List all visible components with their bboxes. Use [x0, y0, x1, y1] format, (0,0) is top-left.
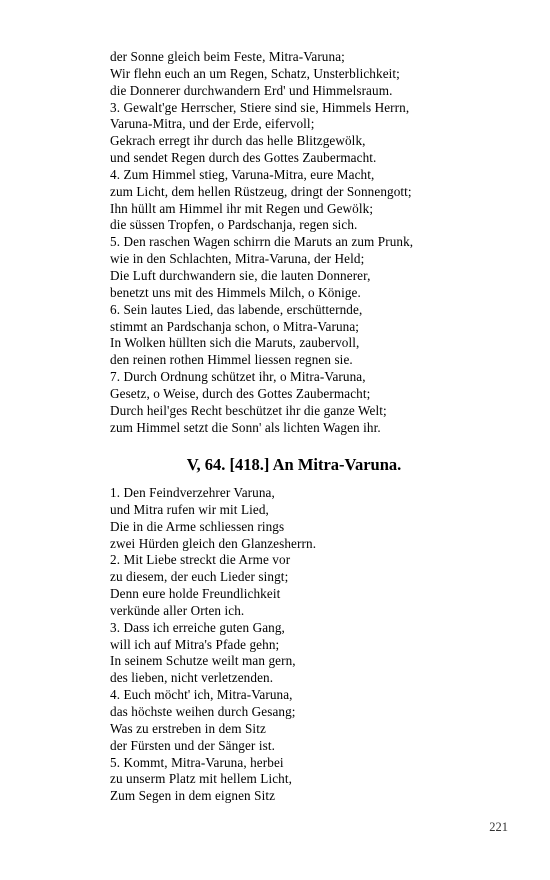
verse-line: Die Luft durchwandern sie, die lauten Donnerer,	[110, 267, 371, 283]
verse-line: der Sonne gleich beim Feste, Mitra-Varuna;	[110, 49, 345, 64]
verse-line: das höchste weihen durch Gesang;	[110, 703, 296, 719]
verse-line: 1. Den Feindverzehrer Varuna,	[110, 485, 275, 500]
verse-line: benetzt uns mit des Himmels Milch, o Könige.	[110, 284, 361, 300]
verse-line: 2. Mit Liebe streckt die Arme vor	[110, 552, 291, 568]
verse-line: zu unserm Platz mit hellem Licht,	[110, 771, 293, 787]
verse-line: 4. Zum Himmel stieg, Varuna-Mitra, eure Macht,	[110, 166, 375, 182]
verse-line: Gesetz, o Weise, durch des Gottes Zaubermacht;	[110, 385, 371, 401]
verse-line: 7. Durch Ordnung schützet ihr, o Mitra-Varuna,	[110, 369, 366, 385]
verse-line: Varuna-Mitra, und der Erde, eifervoll;	[110, 116, 315, 132]
verse-line: In Wolken hüllten sich die Maruts, zaubervoll,	[110, 335, 360, 351]
verse-line: Wir flehn euch an um Regen, Schatz, Unsterblichkeit;	[110, 65, 400, 81]
verse-line: Denn eure holde Freundlichkeit	[110, 586, 281, 602]
verse-block-continued	[110, 49, 413, 436]
verse-line: Ihn hüllt am Himmel ihr mit Regen und Gewölk;	[110, 200, 374, 216]
verse-line: Was zu erstreben in dem Sitz	[110, 720, 266, 736]
verse-line: 3. Dass ich erreiche guten Gang,	[110, 619, 285, 635]
verse-line: 3. Gewalt'ge Herrscher, Stiere sind sie, Himmels Herrn,	[110, 99, 410, 115]
verse-line: 5. Den raschen Wagen schirrn die Maruts an zum Prunk,	[110, 234, 414, 250]
verse-line: verkünde aller Orten ich.	[110, 602, 245, 618]
verse-line: zu diesem, der euch Lieder singt;	[110, 569, 289, 585]
verse-line: zwei Hürden gleich den Glanzesherrn.	[110, 535, 317, 551]
verse-line: die süssen Tropfen, o Pardschanja, regen sich.	[110, 217, 358, 233]
verse-block-hymn	[110, 485, 316, 805]
verse-line: 6. Sein lautes Lied, das labende, erschütternde,	[110, 301, 363, 317]
verse-line: des lieben, nicht verletzenden.	[110, 670, 274, 686]
verse-line: 4. Euch möcht' ich, Mitra-Varuna,	[110, 687, 293, 703]
verse-line: der Fürsten und der Sänger ist.	[110, 737, 275, 753]
page-number: 221	[489, 820, 508, 834]
verse-line: die Donnerer durchwandern Erd' und Himmelsraum.	[110, 82, 393, 98]
verse-line: Zum Segen in dem eignen Sitz	[110, 788, 276, 804]
verse-line: In seinem Schutze weilt man gern,	[110, 653, 296, 669]
verse-line: stimmt an Pardschanja schon, o Mitra-Varuna;	[110, 318, 360, 334]
verse-line: Durch heil'ges Recht beschützet ihr die ganze Welt;	[110, 402, 387, 418]
verse-line: wie in den Schlachten, Mitra-Varuna, der Held;	[110, 251, 365, 267]
verse-line: zum Licht, dem hellen Rüstzeug, dringt der Sonnengott;	[110, 183, 412, 199]
hymn-heading: V, 64. [418.] An Mitra-Varuna.	[186, 455, 402, 474]
verse-line: 5. Kommt, Mitra-Varuna, herbei	[110, 754, 284, 770]
verse-line: zum Himmel setzt die Sonn' als lichten Wagen ihr.	[110, 419, 381, 435]
verse-line: und Mitra rufen wir mit Lied,	[110, 501, 269, 517]
verse-line: Die in die Arme schliessen rings	[110, 518, 285, 534]
verse-line: Gekrach erregt ihr durch das helle Blitzgewölk,	[110, 133, 366, 149]
verse-line: und sendet Regen durch des Gottes Zaubermacht.	[110, 150, 377, 166]
verse-line: den reinen rothen Himmel liessen regnen sie.	[110, 352, 353, 368]
verse-line: will ich auf Mitra's Pfade gehn;	[110, 636, 280, 652]
